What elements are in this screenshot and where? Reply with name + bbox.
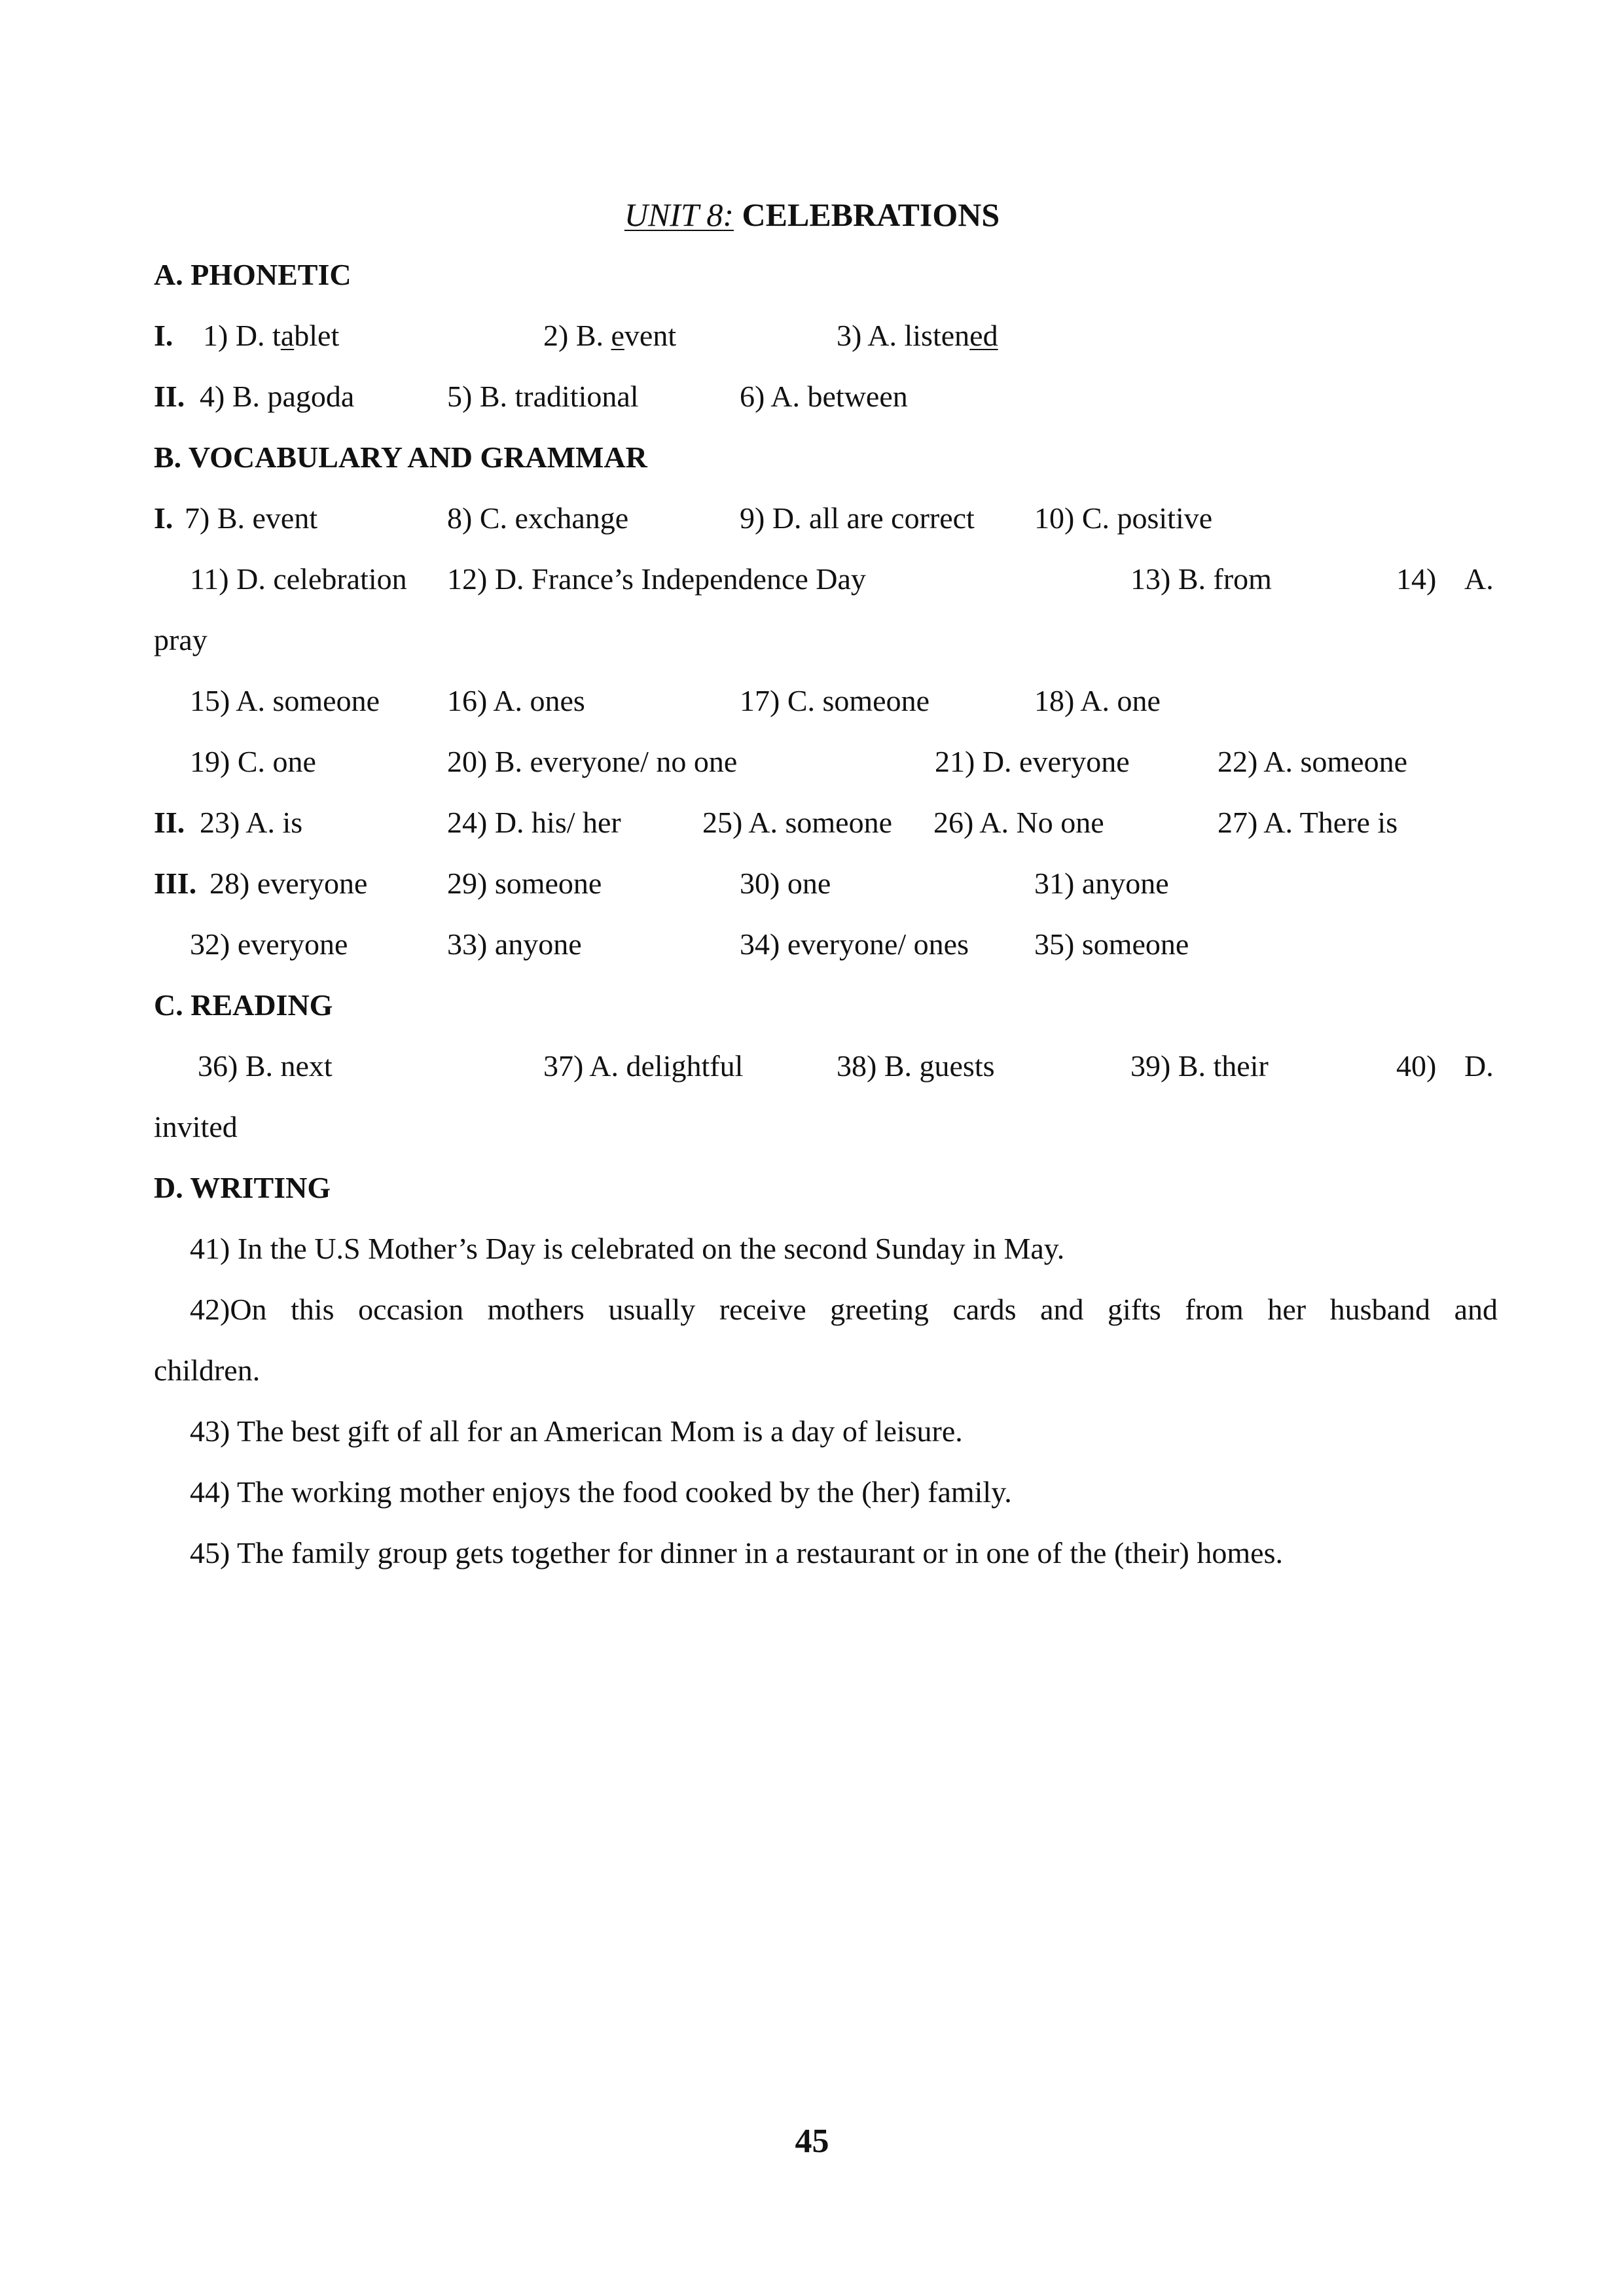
answer-28: 28) everyone [209, 867, 368, 900]
answer-7: 7) B. event [185, 501, 318, 535]
row-label-vocab-2: II. [154, 806, 185, 839]
section-phonetic: A. PHONETIC [154, 258, 352, 291]
answer-19: 19) C. one [190, 745, 316, 778]
answer-12: 12) D. France’s Independence Day [447, 562, 866, 596]
answer-15: 15) A. someone [190, 684, 380, 717]
answer-13: 13) B. from [1130, 562, 1272, 596]
answer-25: 25) A. someone [702, 806, 893, 839]
answer-24: 24) D. his/ her [447, 806, 621, 839]
page-title [0, 194, 1624, 236]
answer-10: 10) C. positive [1034, 501, 1213, 535]
answer-14-letter: A. [1464, 562, 1494, 596]
answer-38: 38) B. guests [837, 1049, 995, 1083]
answer-40-number: 40) [1396, 1049, 1437, 1083]
row-label-vocab-3: III. [154, 867, 197, 900]
row-label-phonetic-1: I. [154, 319, 173, 352]
answer-34: 34) everyone/ ones [740, 927, 969, 961]
answer-41: 41) In the U.S Mother’s Day is celebrated on the second Sunday in May. [190, 1232, 1065, 1265]
unit-topic: CELEBRATIONS [742, 196, 1000, 233]
answer-45: 45) The family group gets together for dinner in a restaurant or in one of the (their) homes. [190, 1536, 1283, 1570]
answer-31: 31) anyone [1034, 867, 1169, 900]
answer-40-word: invited [154, 1110, 238, 1143]
answer-14-word: pray [154, 623, 208, 656]
answer-44: 44) The working mother enjoys the food cooked by the (her) family. [190, 1475, 1012, 1509]
answer-40-letter: D. [1464, 1049, 1494, 1083]
row-label-vocab-1: I. [154, 501, 173, 535]
answer-8: 8) C. exchange [447, 501, 629, 535]
answer-27: 27) A. There is [1218, 806, 1398, 839]
answer-20: 20) B. everyone/ no one [447, 745, 738, 778]
answer-36: 36) B. next [198, 1049, 333, 1083]
answer-26: 26) A. No one [933, 806, 1104, 839]
answer-6: 6) A. between [740, 380, 908, 413]
page-number: 45 [795, 2123, 829, 2160]
row-label-phonetic-2: II. [154, 380, 185, 413]
answer-35: 35) someone [1034, 927, 1189, 961]
answer-11: 11) D. celebration [190, 562, 407, 596]
section-vocab: B. VOCABULARY AND GRAMMAR [154, 440, 647, 474]
section-writing: D. WRITING [154, 1171, 331, 1204]
answer-14-number: 14) [1396, 562, 1437, 596]
answer-4: 4) B. pagoda [200, 380, 355, 413]
answer-18: 18) A. one [1034, 684, 1161, 717]
answer-21: 21) D. everyone [935, 745, 1130, 778]
answer-3: 3) A. listened [837, 319, 998, 352]
answer-42: 42)On this occasion mothers usually receive greeting cards and gifts from her husband and [190, 1293, 1498, 1326]
answer-39: 39) B. their [1130, 1049, 1269, 1083]
section-reading: C. READING [154, 988, 333, 1022]
answer-29: 29) someone [447, 867, 602, 900]
answer-9: 9) D. all are correct [740, 501, 975, 535]
answer-32: 32) everyone [190, 927, 348, 961]
answer-1: 1) D. tablet [203, 319, 340, 352]
answer-37: 37) A. delightful [543, 1049, 744, 1083]
answer-22: 22) A. someone [1218, 745, 1408, 778]
answer-43: 43) The best gift of all for an American Mom is a day of leisure. [190, 1414, 963, 1448]
unit-label: UNIT 8: [624, 196, 734, 233]
answer-30: 30) one [740, 867, 831, 900]
answer-17: 17) C. someone [740, 684, 930, 717]
answer-42-continued: children. [154, 1354, 261, 1387]
answer-23: 23) A. is [200, 806, 303, 839]
answer-2: 2) B. event [543, 319, 677, 352]
answer-5: 5) B. traditional [447, 380, 639, 413]
answer-16: 16) A. ones [447, 684, 585, 717]
answer-33: 33) anyone [447, 927, 582, 961]
